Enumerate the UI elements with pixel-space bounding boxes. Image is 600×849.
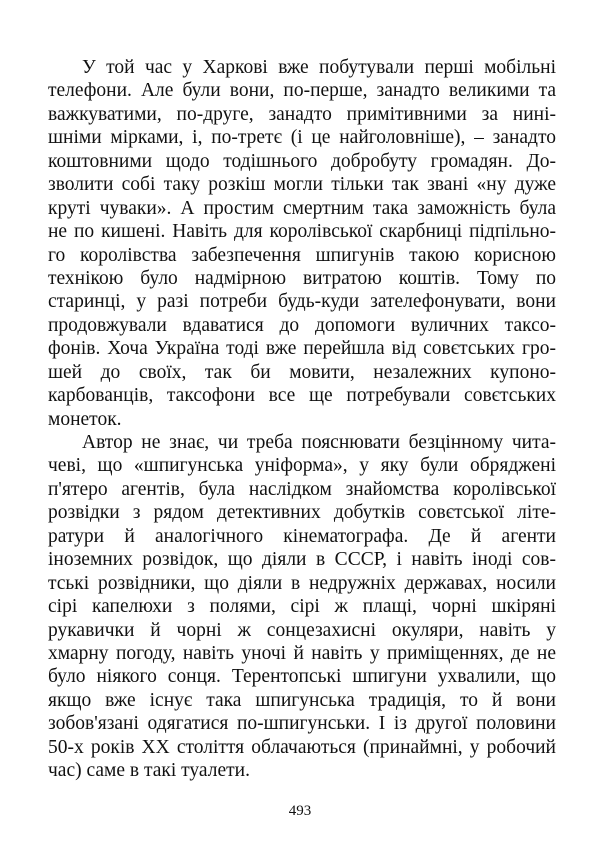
text-line: рукавички й чорні ж сонцезахисні окуляри, навіть у xyxy=(48,619,556,641)
text-line: го королівства забезпечення шпигунів такою корисною xyxy=(48,244,556,266)
text-line: У той час у Харкові вже побутували перші мобільні xyxy=(82,57,556,78)
text-line: тські розвідники, що діяли в недружніх державах, носили xyxy=(48,572,556,594)
paragraph-1 xyxy=(48,56,556,431)
text-line: було ніякого сонця. Терентопські шпигуни ухвалили, що xyxy=(48,666,556,688)
text-line: технікою було надмірною витратою коштів. Тому по xyxy=(48,267,556,289)
paragraph-2 xyxy=(48,431,556,783)
body-text xyxy=(48,56,556,783)
text-line: зобов'язані одягатися по-шпигунськи. І із другої половини xyxy=(48,713,556,735)
text-line: продовжували вдаватися до допомоги вуличних таксо- xyxy=(48,314,556,336)
text-line: телефони. Але були вони, по-перше, занадто великими та xyxy=(48,80,556,102)
text-line: 50-х років XX століття облачаються (принаймні, у робочий xyxy=(48,736,556,758)
text-line: не по кишені. Навіть для королівської скарбниці підпільно- xyxy=(48,221,556,243)
text-line: фонів. Хоча Україна тоді вже перейшла від совєтських гро- xyxy=(48,338,556,360)
text-line: хмарну погоду, навіть уночі й навіть у приміщеннях, де не xyxy=(48,642,556,664)
text-line: іноземних розвідок, що діяли в СССР, і навіть іноді сов- xyxy=(48,549,556,571)
text-line: круті чуваки». А простим смертним така заможність була xyxy=(48,197,556,219)
text-line: Автор не знає, чи треба пояснювати безцінному чита- xyxy=(82,432,556,453)
page-number: 493 xyxy=(288,803,312,819)
text-line: шніми мірками, і, по-третє (і це найголовніше), – занадто xyxy=(48,127,556,149)
text-line: важкуватими, по-друге, занадто примітивними за нині- xyxy=(48,103,556,125)
text-line: монеток. xyxy=(48,408,122,430)
text-line: коштовними щодо тодішнього добробуту громадян. До- xyxy=(48,150,556,172)
text-line: зволити собі таку розкіш могли тільки так звані «ну дуже xyxy=(48,174,556,196)
text-line: п'ятеро агентів, була наслідком знайомства королівської xyxy=(48,478,556,500)
text-line: ратури й аналогічного кінематографа. Де й агенти xyxy=(48,525,556,547)
text-line: шей до своїх, так би мовити, незалежних купоно- xyxy=(48,361,556,383)
text-line: якщо вже існує така шпигунська традиція, то й вони xyxy=(48,689,556,711)
text-line: розвідки з рядом детективних добутків совєтської літе- xyxy=(48,502,556,524)
text-line: карбованців, таксофони все ще потребували совєтських xyxy=(48,385,556,407)
text-line: чеві, що «шпигунська уніформа», у яку були обряджені xyxy=(48,455,556,477)
text-line: старинці, у разі потреби будь-куди зателефонувати, вони xyxy=(48,291,556,313)
text-line: час) саме в такі туалети. xyxy=(48,760,250,782)
text-line: сірі капелюхи з полями, сірі ж плащі, чорні шкіряні xyxy=(48,596,556,618)
